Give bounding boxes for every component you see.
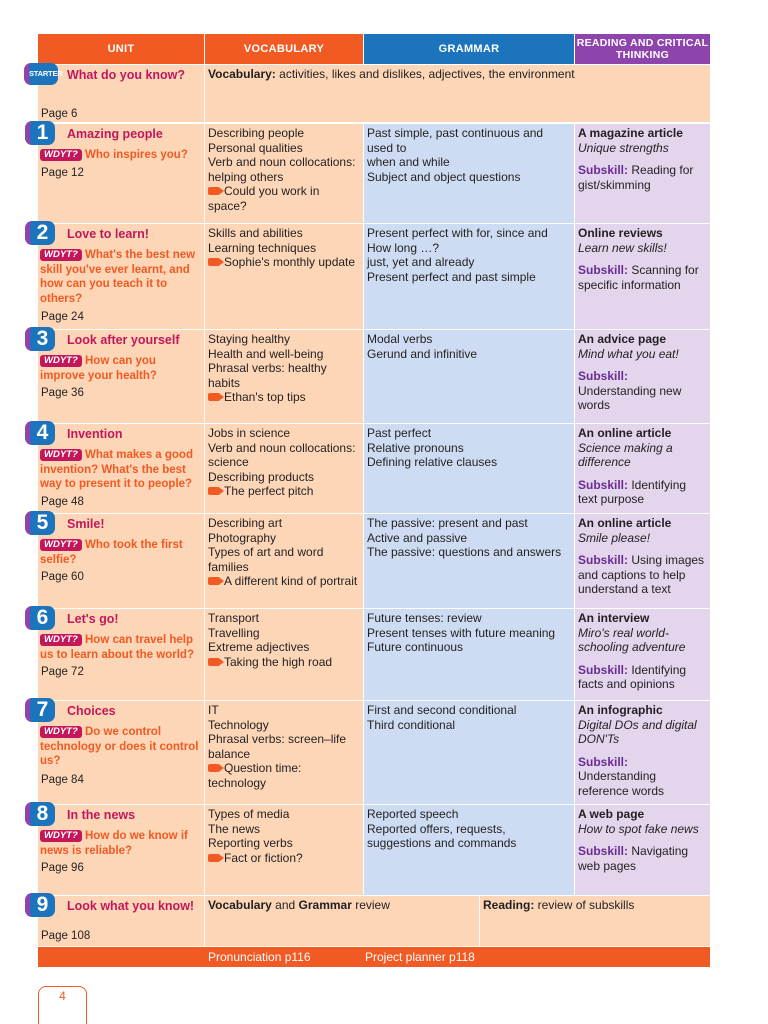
vocabulary-cell [205,701,363,804]
wdyt-badge: WDYT? [40,355,82,367]
wdyt-badge: WDYT? [40,726,82,738]
reading-type: A web page [578,807,645,821]
vocab-item: Skills and abilities [208,226,303,240]
starter-page: Page 6 [41,108,78,120]
video-icon [208,658,220,666]
wdyt-badge: WDYT? [40,830,82,842]
unit-page: Page 72 [41,666,84,678]
grammar-item: Active and passive [367,530,468,545]
grammar-item: Present perfect and past simple [367,269,536,284]
video-icon [208,854,220,862]
unit-page: Page 60 [41,571,84,583]
vocabulary-cell [205,805,363,895]
unit-title: In the news [67,808,136,822]
grammar-item: Past perfect [367,426,432,440]
reading-type: An interview [578,611,650,625]
grammar-item: just, yet and already [367,255,475,269]
reading-title: Miro's real world-schooling adventure [578,625,686,654]
wdyt-question: WDYT? What makes a good invention? What's the best way to present it to people? [40,449,193,490]
unit-number-badge: 1 [25,121,55,145]
unit-number-badge: 2 [25,221,55,245]
video-item: A different kind of portrait [208,574,360,589]
video-icon [208,393,220,401]
video-item: The perfect pitch [208,484,360,499]
wdyt-badge: WDYT? [40,539,82,551]
reading-cell [575,609,710,700]
wdyt-badge: WDYT? [40,634,82,646]
vocab-item: Phrasal verbs: screen–life balance [208,732,347,761]
video-icon [208,487,220,495]
footer-bar [38,947,710,967]
grammar-cell [364,124,574,223]
grammar-item: Reported speech [367,807,459,821]
grammar-item: Defining relative clauses [367,455,498,469]
page-number: 4 [38,986,87,1024]
unit-title: Let's go! [67,612,119,626]
video-item: Could you work in space? [208,184,320,213]
vocab-item: Technology [208,717,269,732]
wdyt-badge: WDYT? [40,249,82,261]
unit-cell [36,221,204,329]
unit-page: Page 96 [41,862,84,874]
grammar-cell [364,224,574,329]
wdyt-badge: WDYT? [40,449,82,461]
grammar-item: First and second conditional [367,703,517,717]
unit-cell [36,121,204,223]
unit-cell [36,606,204,700]
video-icon [208,764,220,772]
starter-badge: STARTER [24,63,58,85]
vocabulary-cell [205,124,363,223]
starter-unit-cell [29,65,204,122]
subskill: Subskill: Understanding reference words [578,754,665,798]
unit-row [36,421,710,514]
unit-row [36,606,710,701]
reading-cell [575,330,710,423]
grammar-cell [364,514,574,608]
wdyt-question: WDYT? What's the best new skill you've ever learnt, and how can you teach it to others? [40,249,196,305]
grammar-item: Present tenses with future meaning [367,625,556,640]
grammar-cell [364,330,574,423]
unit-cell [36,802,204,895]
unit-cell [36,698,204,804]
starter-vocab-cell [205,65,710,122]
unit-cell [36,327,204,423]
video-icon [208,187,220,195]
unit-title: Look what you know! [67,899,195,913]
grammar-cell [364,701,574,804]
reading-title: Digital DOs and digital DON'Ts [578,717,697,746]
reading-type: An online article [578,516,672,530]
video-item: Ethan's top tips [208,390,360,405]
vocab-item: Phrasal verbs: healthy habits [208,361,327,390]
unit-page: Page 84 [41,774,84,786]
reading-type: An advice page [578,332,667,346]
reading-title: Science making a difference [578,440,673,469]
unit-number-badge: 8 [25,802,55,826]
video-item: Taking the high road [208,655,360,670]
unit-page: Page 108 [41,930,91,942]
unit-row [36,121,710,224]
video-item: Question time: technology [208,761,302,790]
vocab-item: Jobs in science [208,426,291,440]
unit9-row [36,893,710,947]
wdyt-question: WDYT? How can travel help us to learn about the world? [40,634,194,661]
unit-cell [36,511,204,608]
vocabulary-cell [205,609,363,700]
reading-type: A magazine article [578,126,683,140]
header-grammar: GRAMMAR [364,34,574,64]
wdyt-question: WDYT? Who took the first selfie? [40,539,183,566]
reading-type: Online reviews [578,226,663,240]
video-item: Sophie's monthly update [208,255,360,270]
subskill: Subskill: Using images and captions to help understand a text [578,553,705,596]
grammar-cell [364,424,574,513]
grammar-item: when and while [367,155,450,169]
grammar-item: Third conditional [367,717,456,732]
grammar-item: Subject and object questions [367,169,521,184]
pronunciation-link: Pronunciation p116 [208,950,311,964]
reading-cell [575,424,710,513]
vocabulary-cell [205,330,363,423]
wdyt-question: WDYT? How can you improve your health? [40,355,157,382]
vocab-item: IT [208,703,219,717]
vocabulary-cell [205,514,363,608]
vocab-item: Describing products [208,469,315,484]
vocab-item: Staying healthy [208,332,291,346]
vocab-item: The news [208,821,261,836]
starter-row [29,65,710,123]
reading-title: Mind what you eat! [578,346,679,361]
grammar-item: Future continuous [367,640,464,654]
unit-page: Page 36 [41,387,84,399]
wdyt-badge: WDYT? [40,149,82,161]
vocab-item: Verb and noun collocations: science [208,440,356,469]
unit-page: Page 24 [41,311,84,323]
grammar-item: The passive: present and past [367,516,528,530]
vocab-item: Describing art [208,516,283,530]
vocab-item: Transport [208,611,259,625]
unit-number-badge: 7 [25,698,55,722]
unit-row [36,221,710,330]
grammar-item: Modal verbs [367,332,433,346]
grammar-item: Gerund and infinitive [367,346,478,361]
grammar-item: The passive: questions and answers [367,545,562,559]
vocab-item: Travelling [208,625,260,640]
vocab-item: Extreme adjectives [208,640,310,654]
unit9-reading-cell: Reading: review of subskills [480,896,710,946]
reading-cell [575,701,710,804]
unit-title: Invention [67,427,123,441]
vocab-item: Learning techniques [208,240,317,255]
grammar-item: Reported offers, requests, suggestions and commands [367,821,517,850]
subskill: Subskill: Understanding new words [578,369,682,412]
grammar-item: Present perfect with for, since and How long …? [367,226,548,255]
reading-type: An online article [578,426,672,440]
vocabulary-cell [205,224,363,329]
wdyt-question: WDYT? Do we control technology or does it control us? [40,726,199,767]
unit-row [36,802,710,896]
unit-row [36,698,710,805]
header-vocabulary: VOCABULARY [205,34,363,64]
subskill: Subskill: Reading for gist/skimming [578,163,694,192]
reading-cell [575,514,710,608]
unit-title: Love to learn! [67,227,149,241]
video-icon [208,577,220,585]
starter-title: What do you know? [67,68,186,82]
wdyt-question: WDYT? How do we know if news is reliable? [40,830,188,857]
unit-page: Page 48 [41,496,84,508]
reading-title: Learn new skills! [578,240,667,255]
unit-cell [36,421,204,513]
header-reading: READING AND CRITICAL THINKING [575,34,710,64]
reading-title: Smile please! [578,530,651,545]
vocab-item: Types of art and word families [208,545,324,574]
unit-cell [36,893,204,946]
starter-vocab-text: activities, likes and dislikes, adjectives, the environment [275,67,575,81]
reading-title: Unique strengths [578,140,669,155]
unit-title: Look after yourself [67,333,180,347]
unit-number-badge: 5 [25,511,55,535]
vocab-item: Types of media [208,807,290,821]
vocabulary-cell [205,424,363,513]
grammar-cell [364,609,574,700]
unit-title: Smile! [67,517,105,531]
reading-cell [575,805,710,895]
starter-vocab-label: Vocabulary: [208,67,276,81]
unit-title: Choices [67,704,116,718]
vocab-item: Describing people [208,126,305,140]
vocab-item: Health and well-being [208,346,324,361]
grammar-item: Relative pronouns [367,440,464,455]
vocab-item: Reporting verbs [208,836,293,850]
subskill: Subskill: Navigating web pages [578,844,689,873]
reading-cell [575,124,710,223]
header-unit: UNIT [38,34,204,64]
project-planner-link: Project planner p118 [365,950,475,964]
unit-number-badge: 9 [25,893,55,917]
vocab-item: Verb and noun collocations: helping others [208,155,356,184]
unit-row [36,511,710,609]
video-item: Fact or fiction? [208,851,360,866]
subskill: Subskill: Identifying text purpose [578,477,687,506]
subskill: Subskill: Scanning for specific information [578,263,699,292]
grammar-item: Past simple, past continuous and used to [367,126,544,155]
reading-title: How to spot fake news [578,821,699,836]
unit-number-badge: 4 [25,421,55,445]
unit-page: Page 12 [41,167,84,179]
unit-row [36,327,710,424]
unit9-vocab-grammar-cell: Vocabulary and Grammar review [205,896,479,946]
unit-number-badge: 3 [25,327,55,351]
subskill: Subskill: Identifying facts and opinions [578,662,687,691]
wdyt-question: WDYT? Who inspires you? [40,148,202,163]
unit-number-badge: 6 [25,606,55,630]
grammar-cell [364,805,574,895]
video-icon [208,258,220,266]
vocab-item: Photography [208,530,277,545]
unit-title: Amazing people [67,127,163,141]
reading-type: An infographic [578,703,663,717]
grammar-item: Future tenses: review [367,611,482,625]
reading-cell [575,224,710,329]
vocab-item: Personal qualities [208,140,303,155]
